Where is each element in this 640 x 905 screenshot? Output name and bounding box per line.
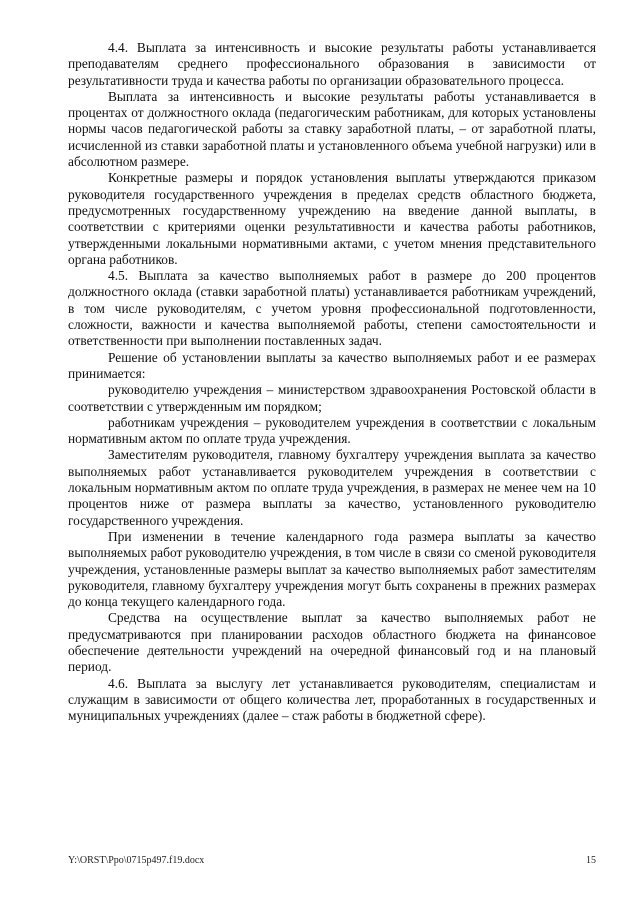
paragraph-change-during-year: При изменении в течение календарного года размера выплаты за качество выполняемых работ руководителю учреждения, в том числе в связи со сменой руководителя учреждения, установленные размеры выплат за качество выполняемых работ заместителям руководителя, главному бухгалтеру учреждения могут быть сохранены в прежних размерах до конца текущего календарного года. [68,528,596,610]
paragraph-specific-sizes: Конкретные размеры и порядок установления выплаты утверждаются приказом руководителя государственного учреждения в пределах средств областного бюджета, предусмотренных государственному учреждению на введение данной выплаты, в соответствии с критериями оценки результативности и качества работы работников, утвержденными локальными нормативными актами, с учетом мнения представительного органа работников. [68,170,596,267]
document-body [68,40,596,724]
paragraph-employees: работникам учреждения – руководителем учреждения в соответствии с локальным нормативным актом по оплате труда учреждения. [68,414,596,447]
paragraph-decision: Решение об установлении выплаты за качество выполняемых работ и ее размерах принимается: [68,349,596,381]
footer-page-number: 15 [586,855,596,866]
paragraph-4-4: 4.4. Выплата за интенсивность и высокие результаты работы устанавливается преподавателям среднего профессионального образования в зависимости от результативности труда и качества работы по организации образовательного процесса. [68,40,596,88]
footer-file-path: Y:\ORST\Ppo\0715p497.f19.docx [68,855,205,866]
paragraph-intensity-percent: Выплата за интенсивность и высокие результаты работы устанавливается в процентах от должностного оклада (педагогическим работникам, для которых установлены нормы часов педагогической работы за ставку заработной платы, – от заработной платы, исчисленной из ставки заработной платы и установленного объема учебной нагрузки) или в абсолютном размере. [68,88,596,170]
paragraph-funds: Средства на осуществление выплат за качество выполняемых работ не предусматриваются при планировании расходов областного бюджета на финансовое обеспечение деятельности учреждений на очередной финансовый год и на плановый период. [68,610,596,675]
paragraph-4-6: 4.6. Выплата за выслугу лет устанавливается руководителям, специалистам и служащим в зависимости от общего количества лет, проработанных в государственных и муниципальных учреждениях (далее – стаж работы в бюджетной сфере). [68,675,596,724]
paragraph-head-of-institution: руководителю учреждения – министерством здравоохранения Ростовской области в соответствии с утвержденным им порядком; [68,382,596,414]
paragraph-deputies: Заместителям руководителя, главному бухгалтеру учреждения выплата за качество выполняемых работ устанавливается руководителем учреждения в соответствии с локальным нормативным актом по оплате труда учреждения, в размерах не менее чем на 10 процентов ниже от размера выплаты за качество, установленного руководителю государственного учреждения. [68,447,596,528]
paragraph-4-5: 4.5. Выплата за качество выполняемых работ в размере до 200 процентов должностного оклада (ставки заработной платы) устанавливается работникам учреждений, в том числе руководителям, с учетом уровня профессиональной подготовленности, сложности, важности и качества выполняемой работы, степени самостоятельности и ответственности при выполнении поставленных задач. [68,268,596,349]
